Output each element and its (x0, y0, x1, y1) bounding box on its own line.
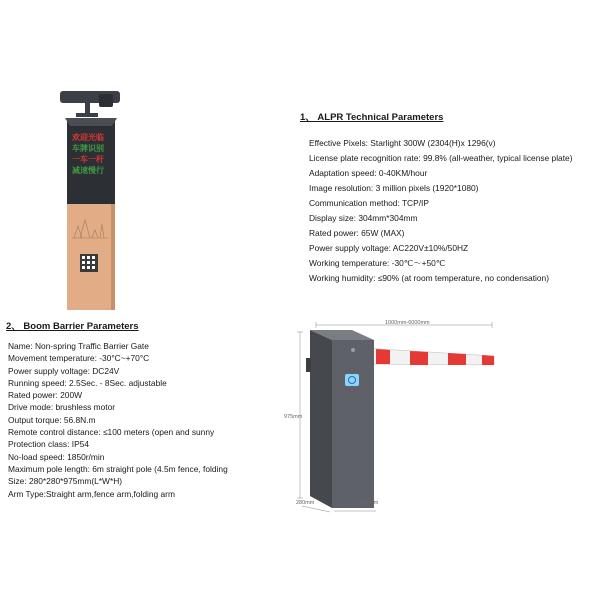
alpr-heading: 1、 ALPR Technical Parameters (300, 112, 444, 123)
barrier-param: Drive mode: brushless motor (8, 402, 116, 413)
barrier-param: Movement temperature: -30°C~+70°C (8, 353, 150, 364)
alpr-param: Working humidity: ≤90% (at room temperature, no condensation) (309, 273, 549, 283)
barrier-arm (364, 348, 494, 365)
alpr-param: Image resolution: 3 million pixels (1920*1080) (309, 183, 479, 193)
alpr-param: Communication method: TCP/IP (309, 198, 429, 208)
alpr-param: Adaptation speed: 0-40KM/hour (309, 168, 428, 178)
alpr-param: Effective Pixels: Starlight 300W (2304(H)x 1296(v) (309, 138, 496, 148)
alpr-param: Rated power: 65W (MAX) (309, 228, 405, 238)
base-depth-label: 280mm (360, 500, 379, 506)
led-sign-line-4: 减速慢行 (72, 166, 104, 175)
base-width-label: 280mm (296, 500, 315, 506)
alpr-param-list (309, 136, 573, 286)
barrier-param: Maximum pole length: 6m straight pole (4.5m fence, folding (8, 463, 228, 474)
barrier-param: Power supply voltage: DC24V (8, 365, 120, 376)
barrier-param-list (8, 340, 228, 500)
barrier-param: Name: Non-spring Traffic Barrier Gate (8, 341, 149, 351)
barrier-param: Size: 280*280*975mm(L*W*H) (8, 476, 123, 487)
keypad-icon (80, 254, 98, 272)
barrier-param: Remote control distance: ≤100 meters (open and sunny (8, 427, 215, 438)
alpr-column-illustration (52, 88, 132, 313)
height-label: 975mm (284, 414, 303, 420)
arm-length-label: 1000mm-6000mm (385, 320, 430, 326)
led-sign-line-1: 欢迎光临 (72, 133, 104, 142)
barrier-heading: 2、 Boom Barrier Parameters (6, 321, 139, 332)
alpr-param: Display size: 304mm*304mm (309, 213, 418, 223)
barrier-param: Running speed: 2.5Sec. - 8Sec. adjustable (8, 377, 167, 388)
alpr-param: License plate recognition rate: 99.8% (all-weather, typical license plate) (309, 153, 573, 163)
barrier-cabinet (306, 330, 374, 508)
barrier-param: Rated power: 200W (8, 390, 83, 401)
led-sign-line-2: 车牌识别 (72, 144, 104, 153)
led-sign-line-3: 一车一杆 (72, 155, 104, 164)
barrier-param: Arm Type:Straight arm,fence arm,folding arm (8, 488, 175, 499)
barrier-param: No-load speed: 1850r/min (8, 451, 105, 462)
alpr-param: Working temperature: -30℃～+50℃ (309, 258, 446, 268)
boom-barrier-illustration (280, 318, 500, 513)
led-sign (72, 132, 116, 176)
barrier-param: Protection class: IP54 (8, 439, 89, 450)
alpr-param: Power supply voltage: AC220V±10%/50HZ (309, 243, 469, 253)
camera-icon (60, 91, 120, 117)
barrier-param: Output torque: 56.8N.m (8, 414, 96, 425)
